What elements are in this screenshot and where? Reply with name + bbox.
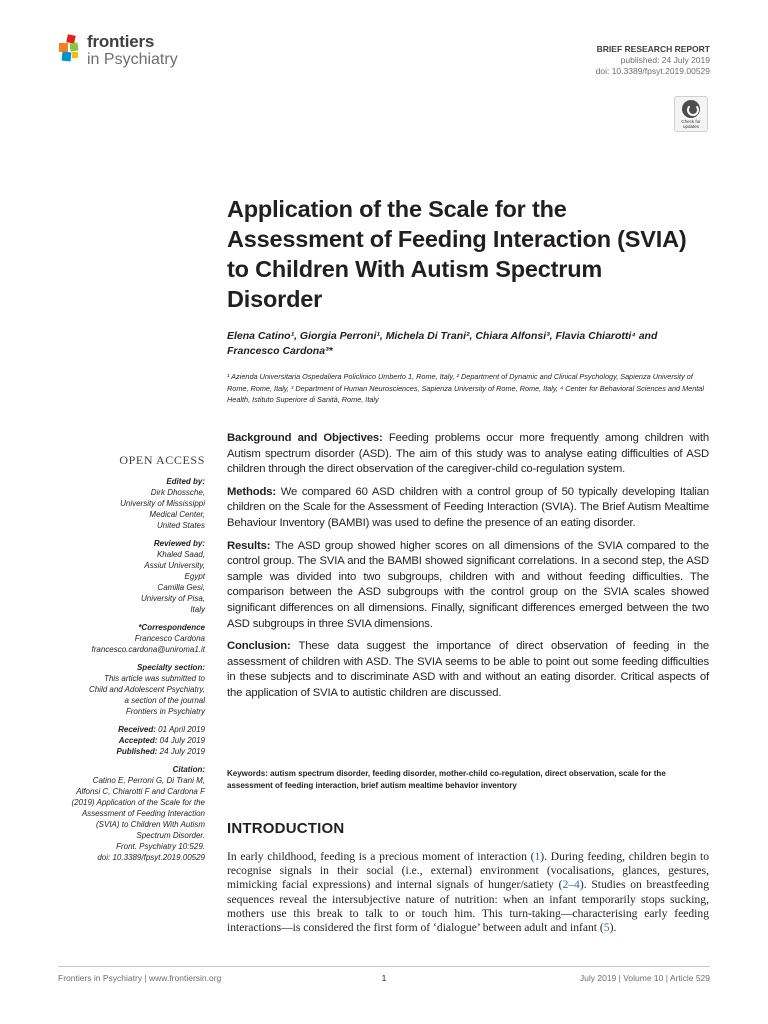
- published-date: published: 24 July 2019: [620, 55, 710, 65]
- introduction-paragraph: [227, 850, 709, 935]
- editor-line: University of Mississippi: [120, 499, 205, 508]
- specialty-block: [50, 662, 205, 717]
- abstract: [227, 431, 709, 709]
- citation-line: Spectrum Disorder.: [136, 831, 205, 840]
- abstract-conclusion: [227, 639, 709, 701]
- reviewer-line: Italy: [190, 605, 205, 614]
- journal-logo[interactable]: [58, 33, 178, 69]
- report-info: [596, 44, 710, 77]
- page-number: 1: [381, 973, 387, 983]
- editor-line: Dirk Dhossche,: [150, 488, 205, 497]
- results-text: The ASD group showed higher scores on all dimensions of the SVIA compared to the control group. The SVIA and the BAMBI showed significant correlations. In a second step, the ASD sample was divided into two subgroups, children with and without feeding difficulties. The comparison between the ASD subgroups with the control group on the SVIA scales showed significant differences on all dimensions. Finally, significant differences emerged between the two ASD subgroups in three SVIA dimensions.: [227, 539, 709, 630]
- reviewer-line: University of Pisa,: [140, 594, 205, 603]
- report-type: BRIEF RESEARCH REPORT: [596, 44, 710, 54]
- citation-block: [50, 764, 205, 863]
- reviewed-by-block: [50, 538, 205, 615]
- dates-block: [50, 724, 205, 757]
- intro-text: In early childhood, feeding is a precious moment of interaction (: [227, 850, 535, 863]
- correspondence-label: *Correspondence: [138, 623, 205, 632]
- article-sidebar: [50, 455, 205, 870]
- citation-line: Alfonsi C, Chiarotti F and Cardona F: [76, 787, 205, 796]
- check-for-updates-badge[interactable]: [674, 96, 708, 132]
- edited-by-label: Edited by:: [166, 477, 205, 486]
- specialty-label: Specialty section:: [136, 663, 205, 672]
- reviewer-line: Egypt: [184, 572, 205, 581]
- citation-line: Assessment of Feeding Interaction: [81, 809, 205, 818]
- accepted-label: Accepted:: [118, 736, 158, 745]
- edited-by-block: [50, 476, 205, 531]
- published-row: [50, 746, 205, 757]
- article-title: Application of the Scale for the Assessment of Feeding Interaction (SVIA) to Children With Autism Spectrum Disorder: [227, 196, 687, 312]
- specialty-line: Child and Adolescent Psychiatry,: [88, 685, 205, 694]
- intro-text: ). Studies on breastfeeding sequences reveal the intersubjective nature of nutrition: when an infant temporarily stops sucking, mothers use this break to talk to or touch him. This turn-taking—characterising early feeding interactions—is considered the first form of ‘dialogue’ between adult and infant (: [227, 878, 709, 935]
- published-date-sidebar: 24 July 2019: [159, 747, 205, 756]
- citation-label: Citation:: [172, 765, 205, 774]
- citation-link[interactable]: 5: [603, 921, 610, 935]
- reviewer-line: Camilla Gesi,: [157, 583, 205, 592]
- keywords: Keywords: autism spectrum disorder, feeding disorder, mother-child co-regulation, direct observation, scale for the assessment of feeding interaction, brief autism mealtime behavior inventory: [227, 769, 666, 790]
- correspondence-email[interactable]: francesco.cardona@uniroma1.it: [91, 645, 205, 654]
- footer-journal-link[interactable]: Frontiers in Psychiatry | www.frontiersin.org: [58, 973, 222, 983]
- footer-divider: [58, 966, 710, 967]
- abstract-background: [227, 431, 709, 478]
- published-label: Published:: [116, 747, 158, 756]
- author-list: Elena Catino¹, Giorgia Perroni¹, Michela Di Trani², Chiara Alfonsi³, Flavia Chiarotti⁴ and Francesco Cardona³*: [227, 330, 658, 357]
- reviewer-line: Assiut University,: [144, 561, 205, 570]
- reviewed-by-label: Reviewed by:: [153, 539, 205, 548]
- open-access-label: OPEN ACCESS: [119, 453, 205, 467]
- intro-text: ). During feeding, children begin to recognise signals in their social (i.e., external) environment (vocalisations, glances, gestures, mimicking facial expressions) and internal signals of hunger/satiety (: [227, 850, 709, 892]
- received-date: 01 April 2019: [158, 725, 205, 734]
- accepted-date: 04 July 2019: [159, 736, 205, 745]
- methods-text: We compared 60 ASD children with a control group of 50 typically developing Italian children on the Scale for the Assessment of Feeding Interaction (SVIA). The Brief Autism Mealtime Behaviour Inventory (BAMBI) was used to define the presence of an eating disorder.: [227, 485, 709, 529]
- footer-issue-info: July 2019 | Volume 10 | Article 529: [579, 973, 710, 983]
- received-row: [50, 724, 205, 735]
- journal-name-line1: frontiers: [87, 32, 155, 51]
- citation-line: Catino E, Perroni G, Di Trani M,: [92, 776, 205, 785]
- frontiers-logo-icon: [58, 35, 82, 61]
- reviewer-line: Khaled Saad,: [156, 550, 205, 559]
- conclusion-label: Conclusion:: [227, 640, 291, 653]
- citation-line: (SVIA) to Children With Autism: [96, 820, 205, 829]
- doi-link[interactable]: doi: 10.3389/fpsyt.2019.00529: [595, 66, 710, 76]
- editor-line: Medical Center,: [149, 510, 205, 519]
- abstract-results: [227, 539, 709, 633]
- accepted-row: [50, 735, 205, 746]
- results-label: Results:: [227, 539, 271, 552]
- specialty-line: Frontiers in Psychiatry: [125, 707, 205, 716]
- correspondence-name: Francesco Cardona: [134, 634, 205, 643]
- citation-line: Front. Psychiatry 10:529.: [116, 842, 205, 851]
- specialty-line: This article was submitted to: [104, 674, 205, 683]
- received-label: Received:: [118, 725, 156, 734]
- editor-line: United States: [156, 521, 205, 530]
- citation-doi[interactable]: doi: 10.3389/fpsyt.2019.00529: [97, 853, 205, 862]
- badge-text-2: updates: [682, 124, 699, 129]
- affiliations: ¹ Azienda Universitaria Ospedaliera Policlinico Umberto 1, Rome, Italy, ² Department of Dynamic and Clinical Psychology, Sapienza University of Rome, Rome, Italy, ³ Department of Human Neurosciences, Sapienza University of Rome, Rome, Italy, ⁴ Center for Behavioral Sciences and Mental Health, Istituto Superiore di Sanità, Rome, Italy: [227, 372, 704, 404]
- journal-name-line2: in Psychiatry: [87, 51, 178, 68]
- citation-line: (2019) Application of the Scale for the: [71, 798, 205, 807]
- background-text: Feeding problems occur more frequently among children with Autism spectrum disorder (ASD). The aim of this study was to analyse eating difficulties of ASD children through the direct observation of the caregiver-child co-regulation system.: [227, 432, 709, 476]
- specialty-line: a section of the journal: [124, 696, 205, 705]
- introduction-heading: INTRODUCTION: [227, 820, 345, 837]
- conclusion-text: These data suggest the importance of direct observation of feeding in the assessment of children with ASD. The SVIA seems to be able to point out some feeding difficulties in these subjects and to discriminate ASD with and without an eating disorder. Critical aspects of the application of SVIA to autistic children are discussed.: [227, 640, 709, 699]
- correspondence-block: [50, 622, 205, 655]
- intro-text: ).: [609, 921, 617, 935]
- background-label: Background and Objectives:: [227, 432, 383, 444]
- refresh-icon: [682, 100, 700, 118]
- abstract-methods: [227, 485, 709, 532]
- methods-label: Methods:: [227, 485, 277, 498]
- badge-text-1: Check for: [681, 119, 701, 124]
- citation-link[interactable]: 1: [534, 850, 541, 863]
- citation-link[interactable]: 2–4: [562, 878, 580, 892]
